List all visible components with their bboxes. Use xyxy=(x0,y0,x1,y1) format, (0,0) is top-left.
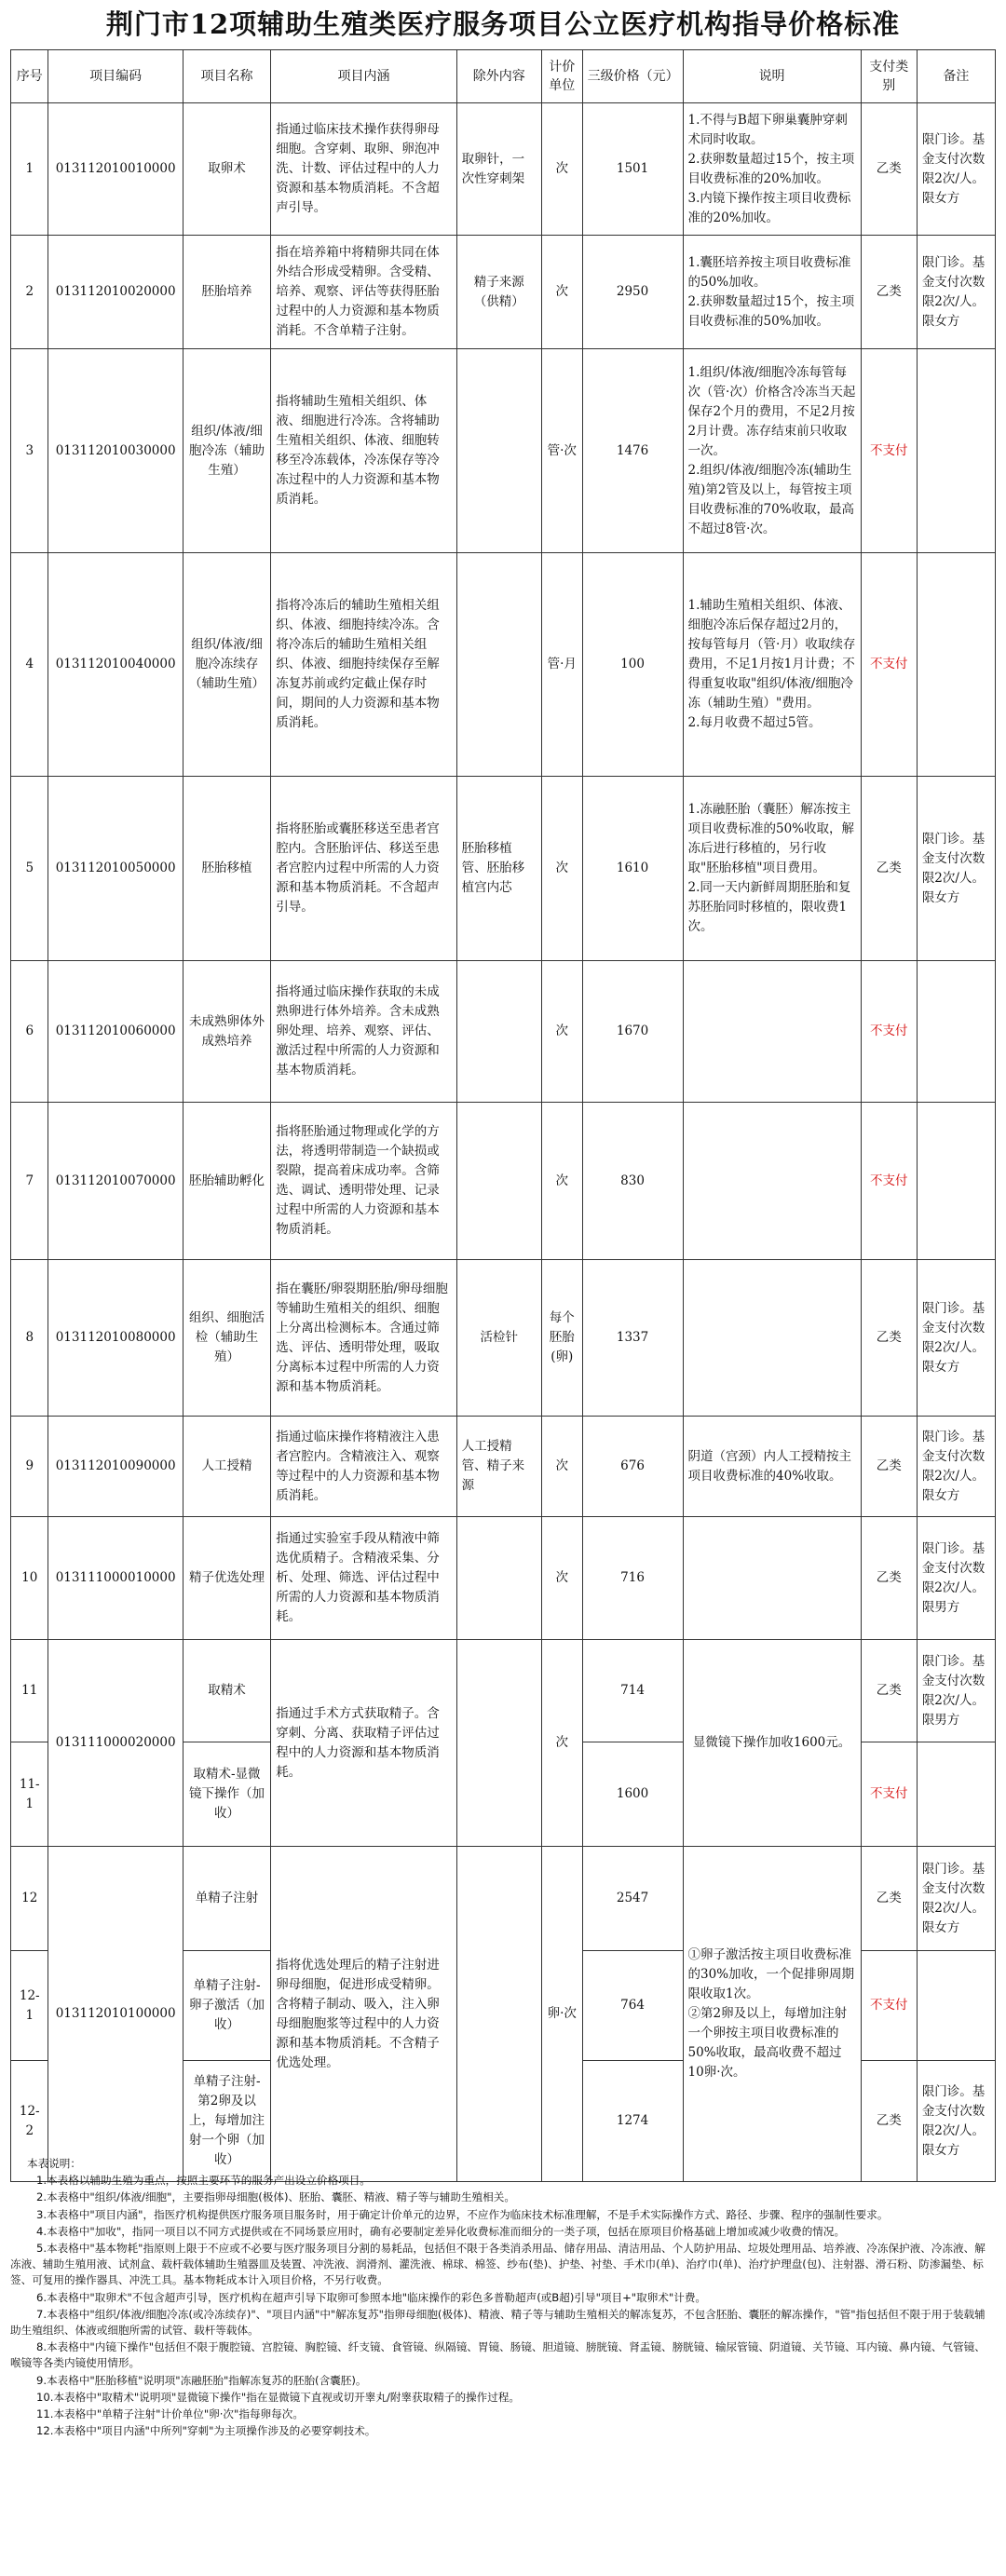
cell-code: 013112010030000 xyxy=(48,349,183,553)
cell-note: ①卵子激活按主项目收费标准的30%加收，一个促排卵周期限收取1次。 ②第2卵及以上，每增加注射一个卵按主项目收费标准的50%收取，最高收费不超过10卵·次。 xyxy=(683,1847,861,2182)
table-row xyxy=(11,1103,996,1260)
cell-code: 013112010040000 xyxy=(48,553,183,777)
cell-pay: 不支付 xyxy=(861,349,917,553)
note-item: 2.本表格中"组织/体液/细胞"，主要指卵母细胞(极体)、胚胎、囊胚、精液、精子等与辅助生殖相关。 xyxy=(36,2190,515,2204)
note-item: 3.本表格中"项目内涵"，指医疗机构提供医疗服务项目服务时，用于确定计价单元的边界，不应作为临床技术标准理解，不是手术实际操作方式、路径、步骤、程序的强制性要求。 xyxy=(36,2207,889,2221)
cell-note xyxy=(683,1103,861,1260)
table-row xyxy=(11,1417,996,1517)
table-row xyxy=(11,961,996,1103)
cell-remark xyxy=(917,1951,995,2061)
cell-pay: 乙类 xyxy=(861,1417,917,1517)
cell-name: 组织/体液/细胞冷冻续存（辅助生殖） xyxy=(183,553,270,777)
cell-exclude: 人工授精管、精子来源 xyxy=(456,1417,541,1517)
cell-exclude xyxy=(456,553,541,777)
cell-no: 1 xyxy=(11,103,48,236)
cell-price: 764 xyxy=(582,1951,683,2061)
cell-price: 1274 xyxy=(582,2061,683,2182)
cell-no: 6 xyxy=(11,961,48,1103)
cell-content: 指通过临床操作将精液注入患者宫腔内。含精液注入、观察等过程中的人力资源和基本物质消耗。 xyxy=(271,1417,456,1517)
cell-remark: 限门诊。基金支付次数限2次/人。限女方 xyxy=(917,103,995,236)
cell-no: 2 xyxy=(11,236,48,349)
cell-code: 013112010080000 xyxy=(48,1260,183,1417)
cell-content: 指将胚胎或囊胚移送至患者宫腔内。含胚胎评估、移送至患者宫腔内过程中所需的人力资源和基本物质消耗。不含超声引导。 xyxy=(271,777,456,961)
cell-name: 单精子注射-卵子激活（加收） xyxy=(183,1951,270,2061)
cell-no: 9 xyxy=(11,1417,48,1517)
cell-note: 阴道（宫颈）内人工授精按主项目收费标准的40%收取。 xyxy=(683,1417,861,1517)
header-no: 序号 xyxy=(11,50,48,103)
cell-note xyxy=(683,1517,861,1640)
cell-remark: 限门诊。基金支付次数限2次/人。限女方 xyxy=(917,1417,995,1517)
header-code: 项目编码 xyxy=(48,50,183,103)
cell-pay: 不支付 xyxy=(861,1951,917,2061)
cell-unit: 每个胚胎(卵) xyxy=(541,1260,582,1417)
cell-unit: 管·次 xyxy=(541,349,582,553)
cell-no: 12-1 xyxy=(11,1951,48,2061)
cell-name: 胚胎移植 xyxy=(183,777,270,961)
cell-price: 716 xyxy=(582,1517,683,1640)
cell-remark: 限门诊。基金支付次数限2次/人。限女方 xyxy=(917,1847,995,1951)
cell-note: 1.不得与B超下卵巢囊肿穿刺术同时收取。 2.获卵数量超过15个，按主项目收费标准的20%加收。 3.内镜下操作按主项目收费标准的20%加收。 xyxy=(683,103,861,236)
cell-remark xyxy=(917,349,995,553)
cell-name: 单精子注射 xyxy=(183,1847,270,1951)
cell-note: 1.辅助生殖相关组织、体液、细胞冷冻后保存超过2月的，按每管每月（管·月）收取续存费用，不足1月按1月计费；不得重复收取"组织/体液/细胞冷冻（辅助生殖）"费用。 2.每月收费不超过5管。 xyxy=(683,553,861,777)
cell-pay: 不支付 xyxy=(861,1742,917,1847)
cell-content: 指将胚胎通过物理或化学的方法，将透明带制造一个缺损或裂隙，提高着床成功率。含筛选、调试、透明带处理、记录过程中所需的人力资源和基本物质消耗。 xyxy=(271,1103,456,1260)
cell-pay: 乙类 xyxy=(861,1640,917,1742)
header-content: 项目内涵 xyxy=(271,50,456,103)
cell-pay: 乙类 xyxy=(861,236,917,349)
cell-name: 单精子注射-第2卵及以上，每增加注射一个卵（加收） xyxy=(183,2061,270,2182)
cell-unit: 次 xyxy=(541,236,582,349)
cell-price: 100 xyxy=(582,553,683,777)
cell-exclude xyxy=(456,1103,541,1260)
cell-name: 未成熟卵体外成熟培养 xyxy=(183,961,270,1103)
note-item: 6.本表格中"取卵术"不包含超声引导，医疗机构在超声引导下取卵可参照本地"临床操作的彩色多普勒超声(或B超)引导"项目+"取卵术"计费。 xyxy=(36,2290,707,2304)
cell-remark: 限门诊。基金支付次数限2次/人。限女方 xyxy=(917,2061,995,2182)
cell-exclude: 胚胎移植管、胚胎移植宫内芯 xyxy=(456,777,541,961)
header-price: 三级价格（元） xyxy=(582,50,683,103)
cell-name: 取卵术 xyxy=(183,103,270,236)
header-note: 说明 xyxy=(683,50,861,103)
cell-name: 组织/体液/细胞冷冻（辅助生殖） xyxy=(183,349,270,553)
cell-unit: 次 xyxy=(541,1640,582,1847)
cell-name: 胚胎培养 xyxy=(183,236,270,349)
cell-content: 指在培养箱中将精卵共同在体外结合形成受精卵。含受精、培养、观察、评估等获得胚胎过程中的人力资源和基本物质消耗。不含单精子注射。 xyxy=(271,236,456,349)
table-row xyxy=(11,1260,996,1417)
cell-note xyxy=(683,961,861,1103)
cell-exclude xyxy=(456,1640,541,1847)
cell-remark: 限门诊。基金支付次数限2次/人。限女方 xyxy=(917,236,995,349)
cell-content: 指通过实验室手段从精液中筛选优质精子。含精液采集、分析、处理、筛选、评估过程中所需的人力资源和基本物质消耗。 xyxy=(271,1517,456,1640)
cell-no: 12 xyxy=(11,1847,48,1951)
cell-remark xyxy=(917,1742,995,1847)
cell-price: 714 xyxy=(582,1640,683,1742)
cell-exclude: 精子来源（供精） xyxy=(456,236,541,349)
cell-content: 指通过手术方式获取精子。含穿刺、分离、获取精子评估过程中的人力资源和基本物质消耗。 xyxy=(271,1640,456,1847)
note-item: 12.本表格中"项目内涵"中所列"穿刺"为主项操作涉及的必要穿刺技术。 xyxy=(36,2424,376,2438)
cell-unit: 次 xyxy=(541,961,582,1103)
note-item: 4.本表格中"加收"，指同一项目以不同方式提供或在不同场景应用时，确有必要制定差异化收费标准而细分的一类子项，包括在原项目价格基础上增加或减少收费的情况。 xyxy=(36,2224,846,2238)
cell-note: 1.囊胚培养按主项目收费标准的50%加收。 2.获卵数量超过15个，按主项目收费标准的50%加收。 xyxy=(683,236,861,349)
cell-exclude xyxy=(456,349,541,553)
cell-unit: 卵·次 xyxy=(541,1847,582,2182)
cell-pay: 乙类 xyxy=(861,103,917,236)
cell-name: 取精术 xyxy=(183,1640,270,1742)
cell-exclude: 取卵针，一次性穿刺架 xyxy=(456,103,541,236)
cell-remark xyxy=(917,1103,995,1260)
cell-note xyxy=(683,1260,861,1417)
cell-remark: 限门诊。基金支付次数限2次/人。限男方 xyxy=(917,1517,995,1640)
cell-code: 013112010090000 xyxy=(48,1417,183,1517)
cell-remark: 限门诊。基金支付次数限2次/人。限女方 xyxy=(917,1260,995,1417)
table-row xyxy=(11,1517,996,1640)
cell-pay: 不支付 xyxy=(861,553,917,777)
table-row xyxy=(11,236,996,349)
table-row xyxy=(11,349,996,553)
note-item: 7.本表格中"组织/体液/细胞冷冻(或冷冻续存)"、"项目内涵"中"解冻复苏"指卵母细胞(极体)、精液、精子等与辅助生殖相关的解冻复苏，不包含胚胎、囊胚的解冻操作，"管"指包括但不限于用于装载辅助生殖组织、体液或细胞所需的试管、载杆等载体。 xyxy=(10,2307,986,2338)
cell-unit: 管·月 xyxy=(541,553,582,777)
cell-unit: 次 xyxy=(541,777,582,961)
cell-no: 5 xyxy=(11,777,48,961)
cell-unit: 次 xyxy=(541,1103,582,1260)
cell-price: 1501 xyxy=(582,103,683,236)
cell-price: 1610 xyxy=(582,777,683,961)
cell-code: 013111000010000 xyxy=(48,1517,183,1640)
cell-remark: 限门诊。基金支付次数限2次/人。限男方 xyxy=(917,1640,995,1742)
cell-code: 013112010070000 xyxy=(48,1103,183,1260)
cell-price: 676 xyxy=(582,1417,683,1517)
table-row xyxy=(11,553,996,777)
cell-code: 013112010020000 xyxy=(48,236,183,349)
cell-name: 组织、细胞活检（辅助生殖） xyxy=(183,1260,270,1417)
table-row xyxy=(11,103,996,236)
note-item: 5.本表格中"基本物耗"指原则上限于不应或不必要与医疗服务项目分割的易耗品，包括但不限于各类消杀用品、储存用品、清洁用品、个人防护用品、垃圾处理用品、培养液、冷冻保护液、冷冻液、解冻液、辅助生殖用液、试剂盒、载杆载体辅助生殖器皿及装置、冲洗液、润滑剂、灌洗液、棉球、棉签、纱布(垫)、护垫、衬垫、手术巾(单)、治疗巾(单)、治疗护理盘(包)、注射器、滑石粉、防渗漏垫、标签、可复用的操作器具、冲洗工具。基本物耗成本计入项目价格，不另行收费。 xyxy=(10,2242,986,2287)
note-item: 10.本表格中"取精术"说明项"显微镜下操作"指在显微镜下直视或切开睾丸/附睾获取精子的操作过程。 xyxy=(36,2390,521,2404)
cell-pay: 不支付 xyxy=(861,1103,917,1260)
cell-price: 1670 xyxy=(582,961,683,1103)
cell-content: 指通过临床技术操作获得卵母细胞。含穿刺、取卵、卵泡冲洗、计数、评估过程中的人力资源和基本物质消耗。不含超声引导。 xyxy=(271,103,456,236)
cell-unit: 次 xyxy=(541,1417,582,1517)
cell-content: 指将辅助生殖相关组织、体液、细胞进行冷冻。含将辅助生殖相关组织、体液、细胞转移至冷冻载体，冷冻保存等冷冻过程中的人力资源和基本物质消耗。 xyxy=(271,349,456,553)
cell-unit: 次 xyxy=(541,103,582,236)
cell-code: 013112010100000 xyxy=(48,1847,183,2182)
cell-no: 4 xyxy=(11,553,48,777)
cell-code: 013112010060000 xyxy=(48,961,183,1103)
cell-remark xyxy=(917,553,995,777)
cell-no: 12-2 xyxy=(11,2061,48,2182)
note-item: 9.本表格中"胚胎移植"说明项"冻融胚胎"指解冻复苏的胚胎(含囊胚)。 xyxy=(36,2373,367,2387)
cell-exclude xyxy=(456,1517,541,1640)
cell-content: 指在囊胚/卵裂期胚胎/卵母细胞等辅助生殖相关的组织、细胞上分离出检测标本。含通过筛选、评估、透明带处理，吸取分离标本过程中所需的人力资源和基本物质消耗。 xyxy=(271,1260,456,1417)
notes-title: 本表说明： xyxy=(27,2157,81,2170)
header-name: 项目名称 xyxy=(183,50,270,103)
header-unit: 计价单位 xyxy=(541,50,582,103)
cell-content: 指将冷冻后的辅助生殖相关组织、体液、细胞持续冷冻。含将冷冻后的辅助生殖相关组织、体液、细胞持续保存至解冻复苏前或约定截止保存时间，期间的人力资源和基本物质消耗。 xyxy=(271,553,456,777)
cell-code: 013112010010000 xyxy=(48,103,183,236)
cell-price: 830 xyxy=(582,1103,683,1260)
cell-pay: 乙类 xyxy=(861,1517,917,1640)
cell-price: 1600 xyxy=(582,1742,683,1847)
cell-no: 7 xyxy=(11,1103,48,1260)
header-remark: 备注 xyxy=(917,50,995,103)
cell-price: 2950 xyxy=(582,236,683,349)
cell-no: 10 xyxy=(11,1517,48,1640)
cell-name: 精子优选处理 xyxy=(183,1517,270,1640)
cell-name: 人工授精 xyxy=(183,1417,270,1517)
cell-name: 取精术-显微镜下操作（加收） xyxy=(183,1742,270,1847)
cell-content: 指将通过临床操作获取的未成熟卵进行体外培养。含未成熟卵处理、培养、观察、评估、激活过程中所需的人力资源和基本物质消耗。 xyxy=(271,961,456,1103)
cell-note: 1.冻融胚胎（囊胚）解冻按主项目收费标准的50%收取，解冻后进行移植的，另行收取"胚胎移植"项目费用。 2.同一天内新鲜周期胚胎和复苏胚胎同时移植的，限收费1次。 xyxy=(683,777,861,961)
cell-note: 显微镜下操作加收1600元。 xyxy=(683,1640,861,1847)
cell-price: 1337 xyxy=(582,1260,683,1417)
cell-remark: 限门诊。基金支付次数限2次/人。限女方 xyxy=(917,777,995,961)
cell-content: 指将优选处理后的精子注射进卵母细胞，促进形成受精卵。含将精子制动、吸入，注入卵母细胞胞浆等过程中的人力资源和基本物质消耗。不含精子优选处理。 xyxy=(271,1847,456,2182)
cell-remark xyxy=(917,961,995,1103)
table-header-row xyxy=(11,50,996,103)
note-item: 1.本表格以辅助生殖为重点，按照主要环节的服务产出设立价格项目。 xyxy=(36,2174,371,2188)
table-notes xyxy=(10,2156,996,2440)
cell-price: 1476 xyxy=(582,349,683,553)
header-exclude: 除外内容 xyxy=(456,50,541,103)
cell-pay: 乙类 xyxy=(861,2061,917,2182)
table-row xyxy=(11,1640,996,1742)
note-item: 8.本表格中"内镜下操作"包括但不限于腹腔镜、宫腔镜、胸腔镜、纤支镜、食管镜、纵隔镜、胃镜、肠镜、胆道镜、膀胱镜、肾盂镜、膀胱镜、输尿管镜、阴道镜、关节镜、耳内镜、鼻内镜、气管镜、喉镜等各类内镜使用情形。 xyxy=(10,2340,986,2370)
page-title: 荆门市12项辅助生殖类医疗服务项目公立医疗机构指导价格标准 xyxy=(105,8,901,40)
table-row xyxy=(11,1847,996,1951)
cell-no: 3 xyxy=(11,349,48,553)
cell-unit: 次 xyxy=(541,1517,582,1640)
cell-exclude xyxy=(456,961,541,1103)
cell-note: 1.组织/体液/细胞冷冻每管每次（管·次）价格含冷冻当天起保存2个月的费用，不足2月按2月计费。冻存结束前只收取一次。 2.组织/体液/细胞冷冻(辅助生殖)第2管及以上，每管按主项目收费标准的70%收取，最高不超过8管·次。 xyxy=(683,349,861,553)
cell-pay: 乙类 xyxy=(861,1260,917,1417)
cell-no: 8 xyxy=(11,1260,48,1417)
cell-no: 11-1 xyxy=(11,1742,48,1847)
cell-code: 013111000020000 xyxy=(48,1640,183,1847)
cell-pay: 不支付 xyxy=(861,961,917,1103)
note-item: 11.本表格中"单精子注射"计价单位"卵·次"指每卵每次。 xyxy=(36,2407,304,2421)
cell-pay: 乙类 xyxy=(861,1847,917,1951)
cell-code: 013112010050000 xyxy=(48,777,183,961)
cell-price: 2547 xyxy=(582,1847,683,1951)
cell-no: 11 xyxy=(11,1640,48,1742)
cell-name: 胚胎辅助孵化 xyxy=(183,1103,270,1260)
price-table xyxy=(10,49,996,2182)
cell-pay: 乙类 xyxy=(861,777,917,961)
cell-exclude xyxy=(456,1847,541,2182)
header-pay: 支付类别 xyxy=(861,50,917,103)
table-row xyxy=(11,777,996,961)
cell-exclude: 活检针 xyxy=(456,1260,541,1417)
